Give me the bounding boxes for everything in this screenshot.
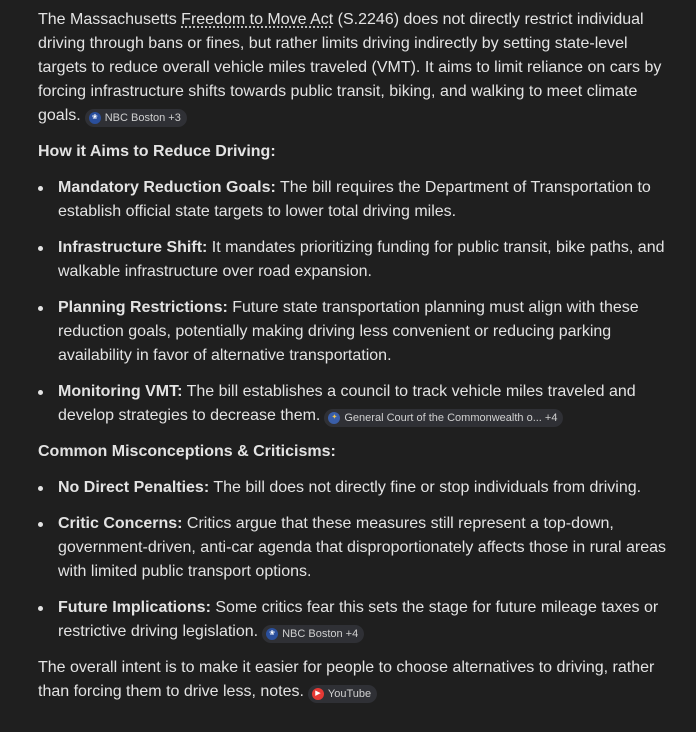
list-item: [38, 476, 668, 500]
intro-text-end: (S.2246) does not directly restrict individual driving through bans or fines, but rather limits driving indirectly by setting state-level targets to reduce overall vehicle miles traveled (VMT). It aims to limit reliance on cars by forcing infrastructure shifts towards public transit, biking, and walking to meet climate goals.: [38, 11, 662, 124]
reduce-driving-list: [38, 176, 668, 428]
list-item-title: No Direct Penalties:: [58, 479, 210, 496]
outro-text: The overall intent is to make it easier for people to choose alternatives to driving, rather than forcing them to drive less, notes.: [38, 659, 655, 700]
source-chip-label: General Court of the Commonwealth o... +4: [344, 412, 558, 424]
source-chip-nbc-boston[interactable]: [262, 625, 364, 643]
list-item: [38, 512, 668, 584]
list-item-title: Future Implications:: [58, 599, 211, 616]
source-chip-youtube[interactable]: [308, 685, 377, 703]
list-item: [38, 176, 668, 224]
list-item-title: Monitoring VMT:: [58, 383, 183, 400]
intro-text-start: The Massachusetts: [38, 11, 182, 28]
list-item-text: The bill establishes a council to track vehicle miles traveled and develop strategies to decrease them.: [58, 383, 636, 424]
list-item-text: Future state transportation planning must align with these reduction goals, potentially making driving less convenient or reducing parking availability in favor of alternative transportation.: [58, 299, 639, 364]
list-item-title: Infrastructure Shift:: [58, 239, 208, 256]
list-item: [38, 296, 668, 368]
section-heading-criticisms: Common Misconceptions & Criticisms:: [38, 443, 336, 460]
nbc-logo-icon: ❀: [89, 112, 101, 124]
list-item-text: The bill requires the Department of Transportation to establish official state targets to lower total driving miles.: [58, 179, 651, 220]
source-chip-label: NBC Boston +3: [104, 112, 181, 124]
list-item-text: The bill does not directly fine or stop individuals from driving.: [209, 479, 642, 496]
source-chip-label: YouTube: [327, 688, 372, 700]
source-chip-label: NBC Boston +4: [282, 628, 359, 640]
massachusetts-seal-icon: ✦: [328, 412, 340, 424]
criticisms-list: [38, 476, 668, 644]
list-item-title: Planning Restrictions:: [58, 299, 228, 316]
source-chip-general-court[interactable]: [324, 409, 563, 427]
intro-paragraph: [38, 8, 668, 128]
list-item-text: It mandates prioritizing funding for public transit, bike paths, and walkable infrastructure over road expansion.: [58, 239, 665, 280]
youtube-icon: ▶: [312, 688, 324, 700]
freedom-to-move-act-link[interactable]: Freedom to Move Act: [181, 11, 334, 28]
outro-paragraph: [38, 656, 668, 704]
section-heading-reduce-driving: How it Aims to Reduce Driving:: [38, 143, 276, 160]
list-item-text: Some critics fear this sets the stage for future mileage taxes or restrictive driving legislation.: [58, 599, 659, 640]
list-item: [38, 236, 668, 284]
nbc-logo-icon: ❀: [266, 628, 278, 640]
list-item-title: Mandatory Reduction Goals:: [58, 179, 276, 196]
source-chip-nbc-boston[interactable]: [85, 109, 187, 127]
list-item: [38, 380, 668, 428]
list-item: [38, 596, 668, 644]
list-item-text: Critics argue that these measures still represent a top-down, government-driven, anti-car agenda that disproportionately affects those in rural areas with limited public transport options.: [58, 515, 667, 580]
list-item-title: Critic Concerns:: [58, 515, 183, 532]
